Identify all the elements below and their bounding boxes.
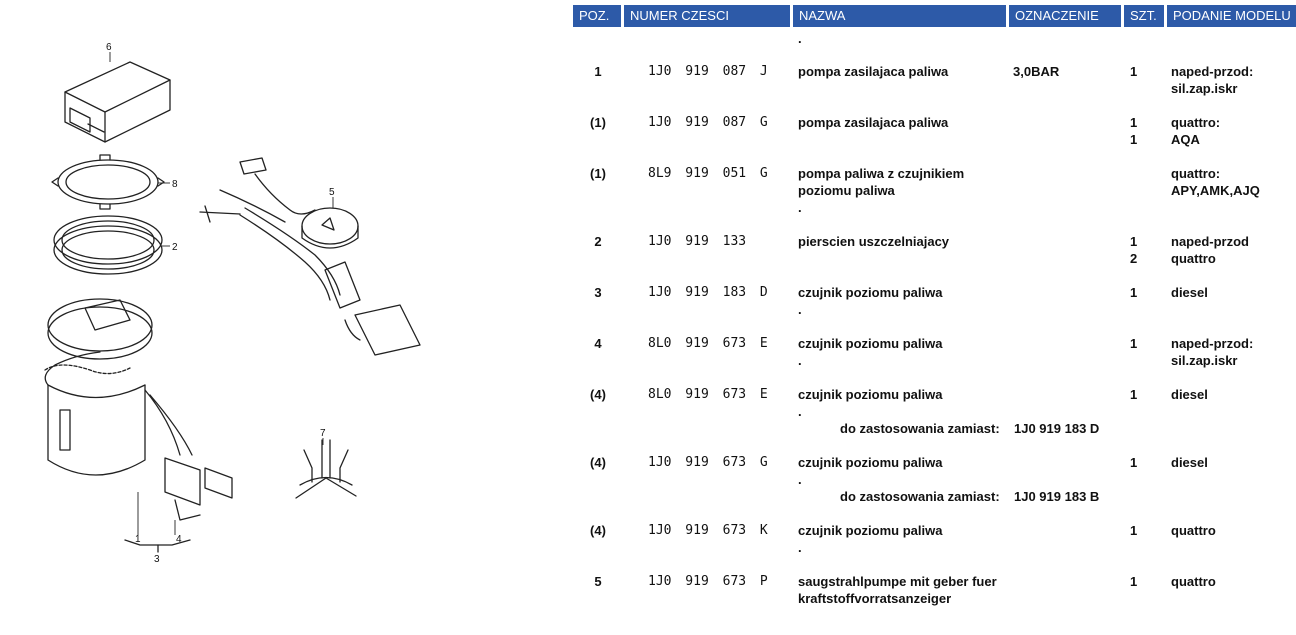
quantity: 1 bbox=[1130, 336, 1138, 351]
part-name: saugstrahlpumpe mit geber fuer bbox=[798, 574, 997, 589]
col-header-oznaczenie: OZNACZENIE bbox=[1009, 5, 1121, 27]
clip-drawing bbox=[296, 440, 356, 498]
callout-3: 3 bbox=[154, 554, 160, 565]
parts-diagram bbox=[0, 0, 570, 635]
seal-ring-drawing bbox=[54, 216, 162, 274]
part-name: pompa paliwa z czujnikiem bbox=[798, 166, 965, 181]
model-note: sil.zap.iskr bbox=[1171, 353, 1238, 368]
quantity: 1 bbox=[1130, 387, 1138, 402]
model-note: AQA bbox=[1171, 132, 1200, 147]
part-number: 1J0 919 183 D bbox=[648, 285, 768, 300]
quantity: 1 bbox=[1130, 132, 1138, 147]
part-name: czujnik poziomu paliwa bbox=[798, 285, 943, 300]
row-position: (4) bbox=[590, 523, 606, 538]
row-position: 2 bbox=[594, 234, 602, 249]
name-continuation-dot: . bbox=[798, 353, 802, 368]
row-position: (1) bbox=[590, 115, 606, 130]
replacement-label: do zastosowania zamiast: bbox=[840, 421, 1000, 436]
col-header-model: PODANIE MODELU bbox=[1167, 5, 1296, 27]
row-position: 4 bbox=[594, 336, 602, 351]
part-name: czujnik poziomu paliwa bbox=[798, 336, 943, 351]
name-continuation-dot: . bbox=[798, 472, 802, 487]
model-note: sil.zap.iskr bbox=[1171, 81, 1238, 96]
part-number: 1J0 919 087 J bbox=[648, 64, 768, 79]
part-name: pompa zasilajaca paliwa bbox=[798, 64, 949, 79]
col-header-numer: NUMER CZESCI bbox=[624, 5, 790, 27]
name-continuation-dot: . bbox=[798, 302, 802, 317]
quantity: 1 bbox=[1130, 234, 1138, 249]
row-position: (4) bbox=[590, 455, 606, 470]
col-header-poz: POZ. bbox=[573, 5, 621, 27]
row-position: (1) bbox=[590, 166, 606, 181]
model-note: quattro: bbox=[1171, 115, 1221, 130]
part-number: 1J0 919 087 G bbox=[648, 115, 768, 130]
quantity: 1 bbox=[1130, 574, 1138, 589]
col-header-szt: SZT. bbox=[1124, 5, 1164, 27]
row-position: 3 bbox=[594, 285, 602, 300]
callout-2: 2 bbox=[172, 242, 178, 253]
part-name: pierscien uszczelniajacy bbox=[798, 234, 950, 249]
row-position: 5 bbox=[594, 574, 602, 589]
model-note: diesel bbox=[1171, 387, 1208, 402]
quantity: 1 bbox=[1130, 115, 1138, 130]
part-name: czujnik poziomu paliwa bbox=[798, 523, 943, 538]
part-number: 8L9 919 051 G bbox=[648, 166, 768, 181]
model-note: APY,AMK,AJQ bbox=[1171, 183, 1260, 198]
model-note: diesel bbox=[1171, 285, 1208, 300]
model-note: quattro bbox=[1171, 574, 1216, 589]
model-note: quattro: bbox=[1171, 166, 1221, 181]
callout-8: 8 bbox=[172, 179, 178, 190]
quantity: 1 bbox=[1130, 523, 1138, 538]
quantity: 1 bbox=[1130, 455, 1138, 470]
quantity: 2 bbox=[1130, 251, 1138, 266]
replacement-part-number: 1J0 919 183 B bbox=[1014, 489, 1100, 504]
col-header-nazwa: NAZWA bbox=[793, 5, 1006, 27]
part-number: 8L0 919 673 E bbox=[648, 387, 768, 402]
part-name: pompa zasilajaca paliwa bbox=[798, 115, 949, 130]
replacement-part-number: 1J0 919 183 D bbox=[1014, 421, 1100, 436]
control-unit-drawing bbox=[65, 62, 170, 142]
model-note: naped-przod: bbox=[1171, 64, 1254, 79]
name-continuation-dot: . bbox=[798, 31, 802, 46]
model-note: quattro bbox=[1171, 523, 1216, 538]
part-name: czujnik poziomu paliwa bbox=[798, 455, 943, 470]
part-name: kraftstoffvorratsanzeiger bbox=[798, 591, 952, 606]
part-number: 1J0 919 673 P bbox=[648, 574, 768, 589]
parts-table bbox=[573, 0, 1296, 635]
pump-module-drawing bbox=[45, 299, 232, 520]
quantity: 1 bbox=[1130, 285, 1138, 300]
callout-7: 7 bbox=[320, 428, 326, 439]
model-note: naped-przod bbox=[1171, 234, 1249, 249]
part-number: 1J0 919 673 K bbox=[648, 523, 768, 538]
callout-6: 6 bbox=[106, 42, 112, 53]
name-continuation-dot: . bbox=[798, 404, 802, 419]
replacement-label: do zastosowania zamiast: bbox=[840, 489, 1000, 504]
row-position: 1 bbox=[594, 64, 602, 79]
part-name: poziomu paliwa bbox=[798, 183, 895, 198]
callout-5: 5 bbox=[329, 187, 335, 198]
part-name: czujnik poziomu paliwa bbox=[798, 387, 943, 402]
designation: 3,0BAR bbox=[1013, 64, 1060, 79]
callout-1: 1 bbox=[135, 534, 141, 545]
model-note: diesel bbox=[1171, 455, 1208, 470]
locking-ring-drawing bbox=[52, 155, 164, 209]
name-continuation-dot: . bbox=[798, 540, 802, 555]
quantity: 1 bbox=[1130, 64, 1138, 79]
part-number: 1J0 919 133 bbox=[648, 234, 747, 249]
part-number: 1J0 919 673 G bbox=[648, 455, 768, 470]
callout-4: 4 bbox=[176, 534, 182, 545]
part-number: 8L0 919 673 E bbox=[648, 336, 768, 351]
model-note: naped-przod: bbox=[1171, 336, 1254, 351]
suction-pump-drawing bbox=[200, 158, 420, 355]
row-position: (4) bbox=[590, 387, 606, 402]
name-continuation-dot: . bbox=[798, 200, 802, 215]
model-note: quattro bbox=[1171, 251, 1216, 266]
